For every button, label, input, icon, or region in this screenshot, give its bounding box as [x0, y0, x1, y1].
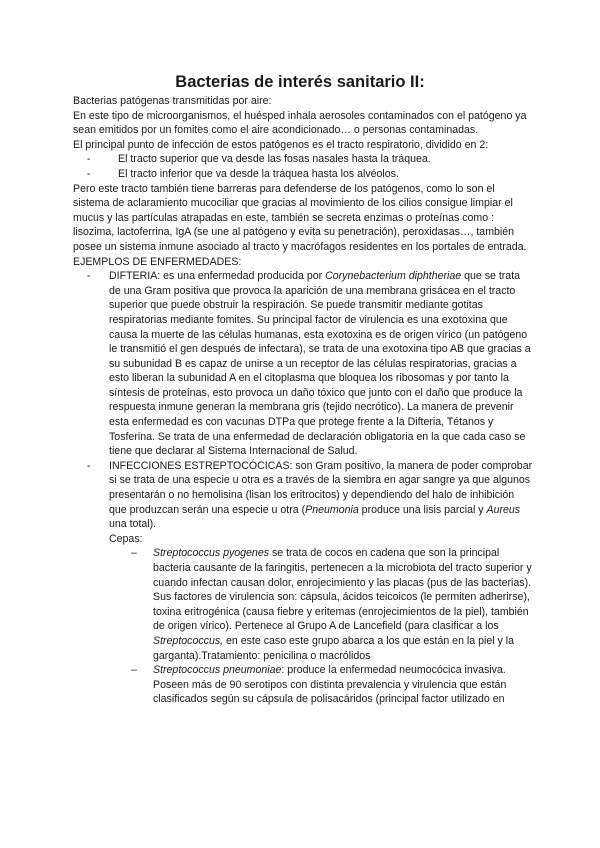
- estrepto-lead: INFECCIONES ESTREPTOCÓCICAS: son Gram positivo, la manera de poder comprobar si se trata de una especie u otra es a través de la siembra en agar sangre ya que algunos presentarán o no hemolisina (lisan los eritrocitos) y dependiendo del halo de inhibición que produzcan serán una especie u otra (: [109, 459, 533, 516]
- tract-item-text: El tracto inferior que va desde la tráquea hasta los alvéolos.: [118, 167, 399, 180]
- tract-item-upper: [87, 152, 533, 167]
- tract-item-text: El tracto superior que va desde las fosas nasales hasta la tráquea.: [118, 153, 431, 166]
- page-title: Bacterias de interés sanitario II:: [175, 73, 425, 91]
- dash-bullet: –: [131, 547, 137, 560]
- pyogenes-text2: en este caso este grupo abarca a los que están en la piel y la garganta).Tratamiento: penicilina o macrólidos: [153, 634, 515, 662]
- tract-item-lower: [87, 167, 533, 182]
- dash-bullet: -: [87, 459, 91, 472]
- dash-bullet: -: [87, 167, 91, 180]
- cepas-label: Cepas:: [109, 532, 143, 545]
- intro-tract-sentence: El principal punto de infección de estos patógenos es el tracto respiratorio, dividido en 2:: [73, 138, 489, 151]
- estrepto-end: una total).: [109, 518, 157, 531]
- intro-paragraph: En este tipo de microorganismos, el huésped inhala aerosoles contaminados con el patógeno ya sean emitidos por un fomites como el aire acondicionado… o personas contaminadas.: [73, 109, 527, 137]
- estrepto-mid: produce una lisis parcial y: [358, 503, 487, 516]
- cepa-pneumoniae: [131, 663, 533, 707]
- examples-heading: EJEMPLOS DE ENFERMEDADES:: [73, 255, 242, 268]
- pneumoniae-organism: Streptococcus pneumoniae: [153, 664, 282, 677]
- estrepto-pneumonia: Pneumonia: [305, 503, 359, 516]
- document-body: [73, 94, 533, 707]
- difteria-text: [109, 269, 533, 459]
- estreptococicas-item: [87, 459, 533, 532]
- intro-heading: Bacterias patógenas transmitidas por aire:: [73, 95, 272, 107]
- pyogenes-organism: Streptococcus pyogenes: [153, 547, 270, 560]
- pneumoniae-text: [153, 663, 533, 707]
- pneumoniae-rest: : produce la enfermedad neumocócica invasiva. Poseen más de 90 serotipos con distinta prevalencia y virulencia que están clasificados según su cápsula de polisacáridos (principal factor utilizado en: [153, 664, 507, 706]
- cepa-pyogenes: [131, 546, 533, 663]
- dash-bullet: -: [87, 270, 91, 283]
- difteria-item: [87, 269, 533, 459]
- pyogenes-genus: Streptococcus,: [153, 634, 224, 647]
- pyogenes-text: [153, 546, 533, 663]
- difteria-organism: Corynebacterium diphtheriae: [325, 270, 462, 283]
- estreptococicas-text: [109, 459, 533, 532]
- dash-bullet: -: [87, 153, 91, 166]
- dash-bullet: –: [131, 664, 137, 677]
- difteria-rest: que se trata de una Gram positiva que provoca la aparición de una membrana grisácea en el tracto superior que puede obstruir la respiración. Se puede transmitir mediante gotitas respiratorias mediante fomites. Su principal factor de virulencia es una exotoxina que causa la muerte de las células humanas, esta exotoxina es de origen vírico (un patógeno le transmitió el gen después de infectara), se trata de una exotoxina tipo AB que gracias a su subunidad B es capaz de unirse a un receptor de las células respiratorias, gracias a esto liberan la subunidad A en el citoplasma que bloquea los ribosomas y por tanto la síntesis de proteínas, esto provoca un daño tóxico que junto con el daño que produce la respuesta inmune generan la membrana gris (tejido necrótico). La manera de prevenir esta enfermedad es con vacunas DTPa que protege frente a la Difteria, Tétanos y Tosferina. Se trata de una enfermedad de declaración obligatoria en la que cada caso se tiene que declarar al Sistema Internacional de Salud.: [109, 270, 531, 458]
- estrepto-aureus: Aureus: [486, 503, 521, 516]
- pyogenes-text1: se trata de cocos en cadena que son la principal bacteria causante de la faringitis, pertenecen a la microbiota del tracto superior y cuando infectan causan dolor, enrojecimiento y las placas (pus de las bacterias). Sus factores de virulencia son: cápsula, ácidos teicoicos (le permiten adherirse), toxina eritrogénica (causa fiebre y eritemas (enrojecimientos de la piel), también de origen vírico). Pertenece al Grupo A de Lancefield (para clasificar a los: [153, 547, 532, 633]
- difteria-lead: DIFTERIA: es una enfermedad producida por: [109, 270, 326, 283]
- defense-paragraph: Pero este tracto también tiene barreras para defenderse de los patógenos, como lo son el sistema de aclaramiento mucociliar que gracias al movimiento de los cilios consigue limpiar el mucus y las partículas atrapadas en este, también se secreta enzimas o proteínas como : lisozima, lactoferrina, IgA (se une al patógeno y evita su penetración), peroxidasas…, también posee un sistema inmune asociado al tracto y macrófagos residentes en los portales de entrada.: [73, 182, 527, 253]
